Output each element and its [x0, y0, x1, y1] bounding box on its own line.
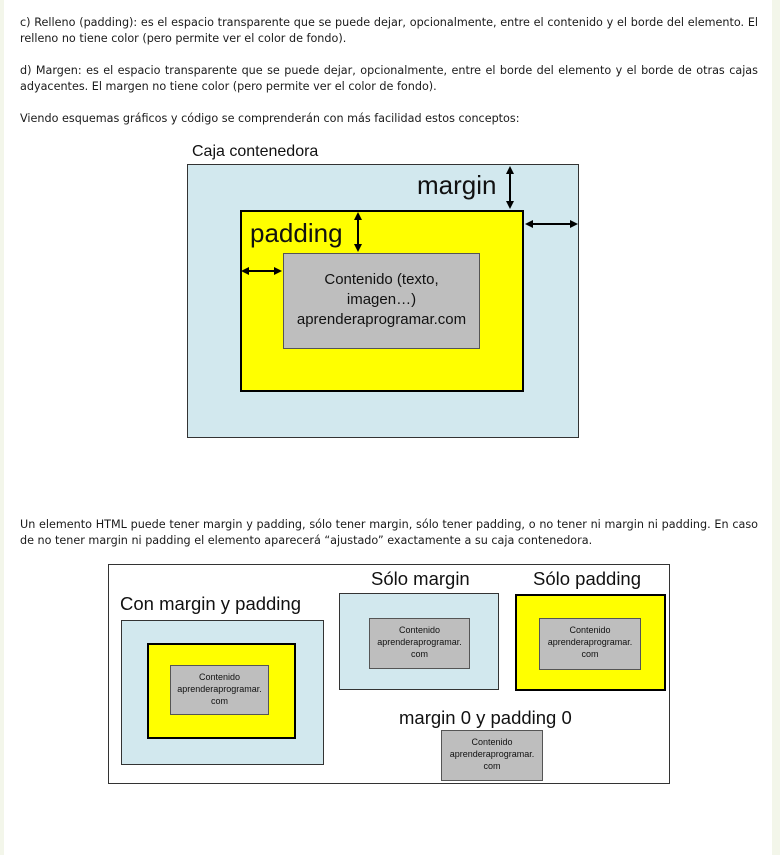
none-label: margin 0 y padding 0: [399, 707, 572, 728]
paragraph-combinations: Un elemento HTML puede tener margin y padding, sólo tener margin, sólo tener padding, o no tener ni margin ni padding. En caso de no tener margin ni padding el elemento aparecerá “ajustado” exactamente a su caja contenedora.: [20, 518, 758, 547]
padding-only-label: Sólo padding: [533, 568, 642, 589]
margin-only-content-text: Contenido aprenderaprogramar. com: [377, 625, 462, 659]
padding-label: padding: [250, 218, 343, 248]
both-label: Con margin y padding: [120, 593, 301, 614]
margin-label: margin: [417, 170, 497, 200]
content-box-text: Contenido (texto, imagen…) aprenderaprogramar.com: [296, 271, 467, 328]
padding-only-content-text: Contenido aprenderaprogramar. com: [547, 625, 633, 659]
margin-only-label: Sólo margin: [371, 568, 470, 589]
paragraph-padding-definition: c) Relleno (padding): es el espacio transparente que se puede dejar, opcionalmente, entre el contenido y el borde del elemento. El relleno no tiene color (pero permite ver el color de fondo).: [20, 16, 758, 45]
paragraph-margin-definition: d) Margen: es el espacio transparente que se puede dejar, opcionalmente, entre el borde del elemento y el borde de otras cajas adyacentes. El margen no tiene color (pero permite ver el color de fondo).: [20, 64, 758, 93]
none-content-text: Contenido aprenderaprogramar. com: [449, 737, 535, 771]
paragraph-intro: Viendo esquemas gráficos y código se comprenderán con más facilidad estos conceptos:: [20, 112, 520, 125]
page: [4, 0, 772, 855]
container-label: Caja contenedora: [192, 143, 319, 160]
both-content-text: Contenido aprenderaprogramar. com: [177, 672, 262, 706]
combinations-diagram: [108, 564, 670, 784]
